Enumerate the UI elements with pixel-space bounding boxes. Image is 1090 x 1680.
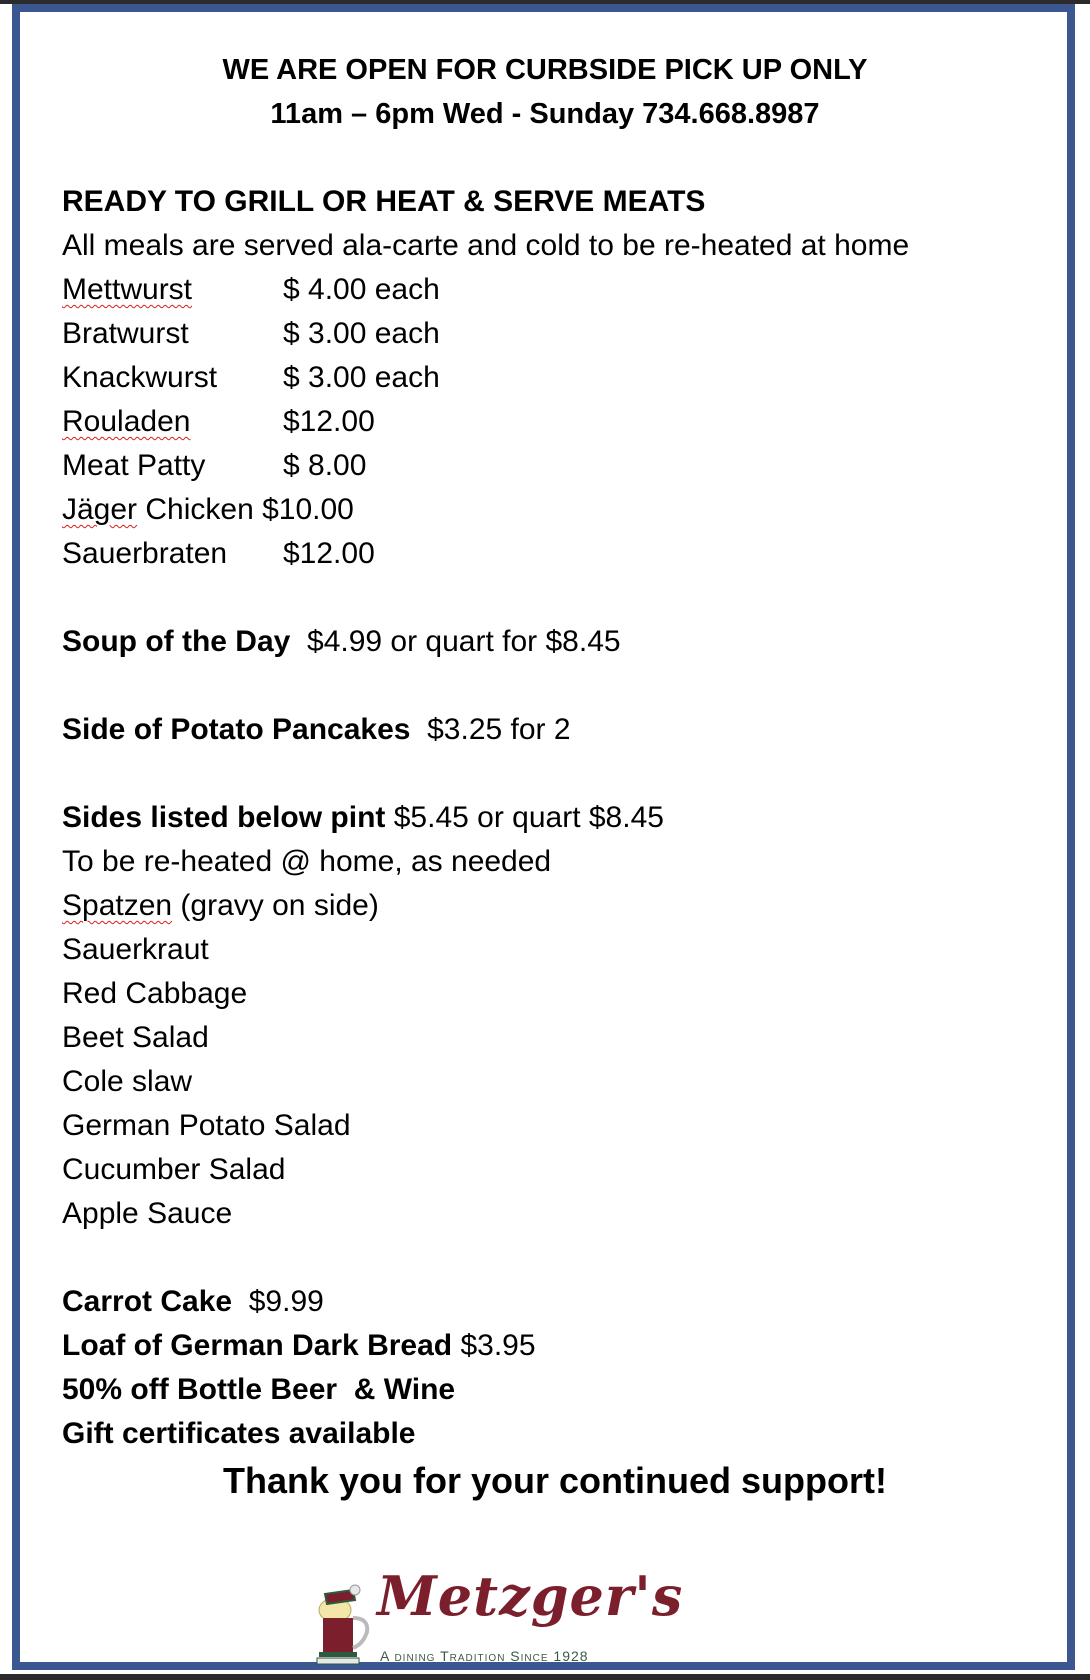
soup-line [62,620,1052,664]
meat-item [62,444,1052,488]
soup-label: Soup of the Day [62,625,291,658]
side-item: Cole slaw [62,1065,193,1098]
side-item [62,884,1052,928]
thank-you: Thank you for your continued support! [223,1460,887,1501]
side-item: Cucumber Salad [62,1153,286,1186]
beer-text: 50% off Bottle Beer & Wine [62,1373,456,1406]
bread-line [62,1324,1052,1368]
side-item: German Potato Salad [62,1109,351,1142]
soup-price: $4.99 or quart for $8.45 [307,625,621,658]
meat-item [62,356,1052,400]
meat-name: Knackwurst [62,361,218,394]
sides-note: To be re-heated @ home, as needed [62,845,552,878]
meat-name: Sauerbraten [62,537,228,570]
bottom-bar [0,1674,1090,1680]
header-line-1: WE ARE OPEN FOR CURBSIDE PICK UP ONLY [222,54,868,86]
pancakes-line [62,708,1052,752]
meat-name: Rouladen [62,405,191,438]
bread-price: $3.95 [460,1329,536,1362]
meat-name: Jäger [62,493,138,526]
meat-price: $ 8.00 [283,449,367,482]
meat-item [62,532,1052,576]
meat-name: Meat Patty [62,449,206,482]
bread-label: Loaf of German Dark Bread [62,1329,453,1362]
menu-document [62,48,1052,1506]
meat-price: $10.00 [262,493,354,526]
meat-item [62,400,1052,444]
meat-name: Bratwurst [62,317,189,350]
gift-text: Gift certificates available [62,1417,416,1450]
cake-price: $9.99 [248,1285,324,1318]
meats-note: All meals are served ala-carte and cold to be re-heated at home [62,229,910,262]
meat-name-rest: Chicken [137,493,254,526]
brand-tagline: A dining Tradition Since 1928 [380,1648,589,1664]
side-detail: (gravy on side) [172,889,379,922]
pancakes-label: Side of Potato Pancakes [62,713,411,746]
sides-label: Sides listed below pint [62,801,386,834]
beer-stein-icon [315,1572,375,1667]
meat-name: Mettwurst [62,273,193,306]
cake-label: Carrot Cake [62,1285,233,1318]
metzgers-logo [315,1564,684,1667]
pancakes-price: $3.25 for 2 [427,713,571,746]
header-line-2: 11am – 6pm Wed - Sunday 734.668.8987 [270,98,820,130]
meat-item [62,312,1052,356]
meat-price: $ 3.00 each [283,361,440,394]
side-item: Red Cabbage [62,977,248,1010]
cake-line [62,1280,1052,1324]
beer-line [62,1368,1052,1412]
side-item: Beet Salad [62,1021,209,1054]
meats-heading-text: READY TO GRILL OR HEAT & SERVE MEATS [62,185,706,218]
sides-line [62,796,1052,840]
meat-item [62,268,1052,312]
side-item: Sauerkraut [62,933,209,966]
gift-line [62,1412,1052,1456]
meat-item [62,488,1052,532]
meat-price: $ 4.00 each [283,273,440,306]
sides-price: $5.45 or quart $8.45 [393,801,664,834]
meat-price: $12.00 [283,537,375,570]
side-item: Apple Sauce [62,1197,233,1230]
brand-name: Metzger's [377,1564,684,1628]
meats-heading [62,180,1052,224]
meat-price: $12.00 [283,405,375,438]
meat-price: $ 3.00 each [283,317,440,350]
side-name: Spatzen [62,889,173,922]
